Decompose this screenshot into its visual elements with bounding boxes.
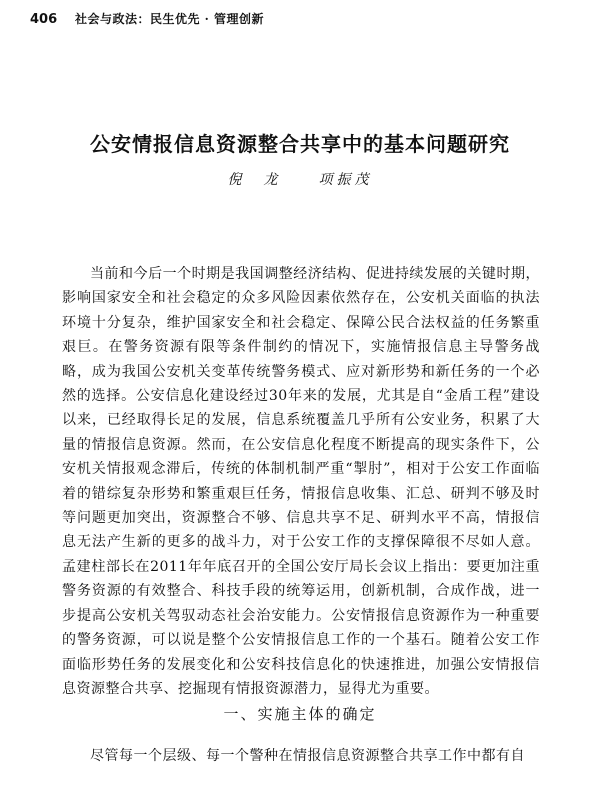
page-number: 406	[30, 12, 58, 27]
author-line	[0, 170, 600, 190]
running-head	[30, 8, 570, 30]
author-name: 项振茂	[318, 172, 373, 188]
body-paragraph: 当前和今后一个时期是我国调整经济结构、促进持续发展的关键时期，影响国家安全和社会稳定的众多风险因素依然存在，公安机关面临的执法环境十分复杂，维护国家安全和社会稳定、保障公民合法权益的任务繁重艰巨。在警务资源有限等条件制约的情况下，实施情报信息主导警务战略，成为我国公安机关变革传统警务模式、应对新形势和新任务的一个必然的选择。公安信息化建设经过30年来的发展，尤其是自“金盾工程”建设以来，已经取得长足的发展，信息系统覆盖几乎所有公安业务，积累了大量的情报信息资源。然而，在公安信息化程度不断提高的现实条件下，公安机关情报观念滞后，传统的体制机制严重“掣肘”，相对于公安工作面临着的错综复杂形势和繁重艰巨任务，情报信息收集、汇总、研判不够及时等问题更加突出，资源整合不够、信息共享不足、研判水平不高，情报信息无法产生新的更多的战斗力，对于公安工作的支撑保障很不尽如人意。孟建柱部长在2011年年底召开的全国公安厅局长会议上指出：要更加注重警务资源的有效整合、科技手段的统筹运用，创新机制，合成作战，进一步提高公安机关驾驭动态社会治安能力。公安情报信息资源作为一种重要的警务资源，可以说是整个公安情报信息工作的一个基石。随着公安工作面临形势任务的发展变化和公安科技信息化的快速推进，加强公安情报信息资源整合共享、挖掘现有情报资源潜力，显得尤为重要。	[62, 266, 540, 697]
section-paragraph: 尽管每一个层级、每一个警种在情报信息资源整合共享工作中都有自	[90, 748, 525, 764]
journal-title: 社会与政法：民生优先 · 管理创新	[74, 12, 265, 26]
article-title: 公安情报信息资源整合共享中的基本问题研究	[90, 132, 510, 156]
author-name: 倪 龙	[227, 172, 282, 188]
section-heading: 一、实施主体的确定	[223, 705, 377, 723]
